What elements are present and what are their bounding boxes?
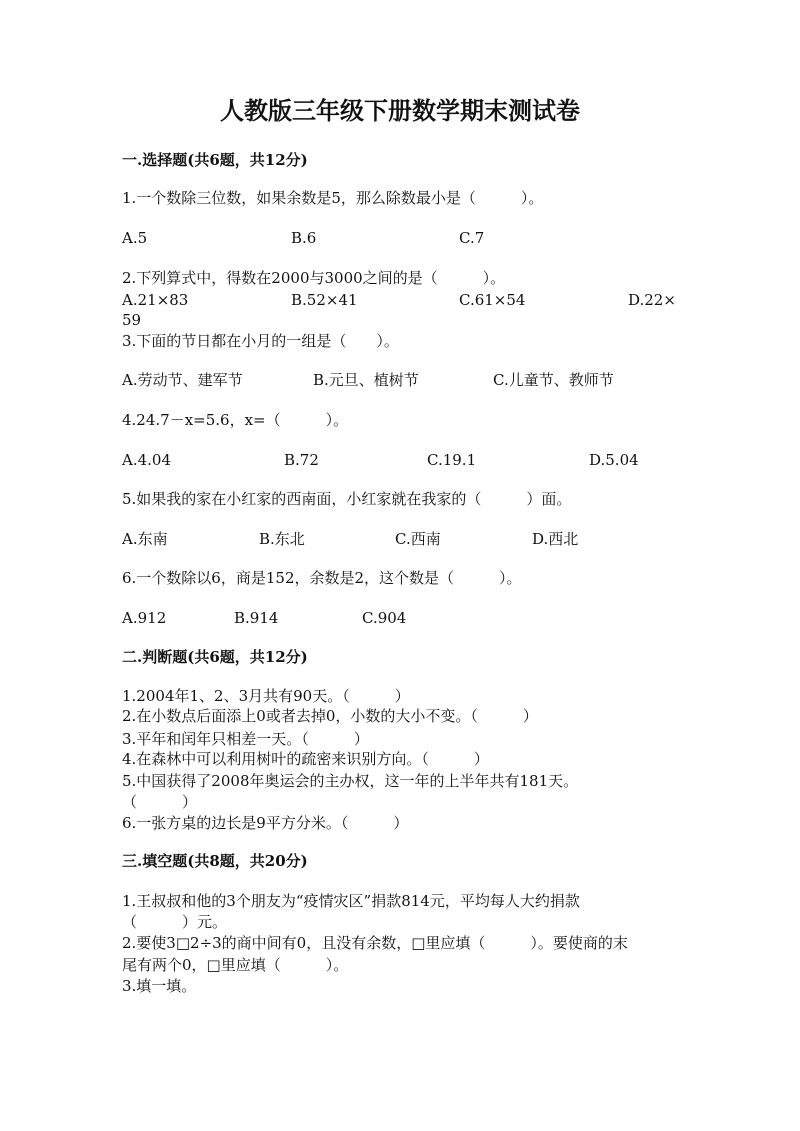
option-d: D.5.04 bbox=[589, 451, 639, 469]
section-heading-choice: 一.选择题(共6题，共12分) bbox=[122, 151, 308, 169]
judge-item-5-wrap: （ ） bbox=[122, 793, 198, 811]
judge-item-3: 3.平年和闰年只相差一天。（ ） bbox=[122, 730, 369, 748]
page-title: 人教版三年级下册数学期末测试卷 bbox=[220, 96, 580, 125]
judge-item-4: 4.在森林中可以利用树叶的疏密来识别方向。（ ） bbox=[122, 750, 489, 768]
option-b: B.6 bbox=[291, 229, 317, 247]
option-a: A.21×83 bbox=[122, 291, 189, 309]
section-heading-judge: 二.判断题(共6题，共12分) bbox=[122, 648, 308, 666]
judge-item-2: 2.在小数点后面添上0或者去掉0，小数的大小不变。（ ） bbox=[122, 707, 538, 725]
question-3: 3.下面的节日都在小月的一组是（ ）。 bbox=[122, 332, 399, 350]
fill-item-2: 2.要使3□2÷3的商中间有0，且没有余数，□里应填（ ）。要使商的末 bbox=[122, 934, 628, 952]
question-1: 1.一个数除三位数，如果余数是5，那么除数最小是（ ）。 bbox=[122, 189, 544, 207]
option-c: C.西南 bbox=[395, 530, 441, 548]
option-b: B.914 bbox=[234, 609, 279, 627]
question-4: 4.24.7－x=5.6，x=（ ）。 bbox=[122, 411, 349, 429]
option-d: D.西北 bbox=[532, 530, 579, 548]
option-b: B.东北 bbox=[259, 530, 305, 548]
option-c: C.61×54 bbox=[459, 291, 526, 309]
option-b: B.元旦、植树节 bbox=[313, 371, 419, 389]
section-heading-fill: 三.填空题(共8题，共20分) bbox=[122, 852, 308, 870]
judge-item-5: 5.中国获得了2008年奥运会的主办权，这一年的上半年共有181天。 bbox=[122, 772, 579, 790]
fill-item-3: 3.填一填。 bbox=[122, 977, 197, 995]
option-c: C.儿童节、教师节 bbox=[493, 371, 614, 389]
option-a: A.劳动节、建军节 bbox=[122, 371, 243, 389]
option-c: C.19.1 bbox=[427, 451, 477, 469]
fill-item-1: 1.王叔叔和他的3个朋友为“疫情灾区”捐款814元，平均每人大约捐款 bbox=[122, 892, 580, 910]
option-a: A.东南 bbox=[122, 530, 168, 548]
question-6: 6.一个数除以6，商是152，余数是2，这个数是（ ）。 bbox=[122, 569, 522, 587]
option-c: C.7 bbox=[459, 229, 485, 247]
fill-item-1-wrap: （ ）元。 bbox=[122, 913, 228, 931]
option-c: C.904 bbox=[362, 609, 407, 627]
option-b: B.52×41 bbox=[291, 291, 358, 309]
option-b: B.72 bbox=[284, 451, 319, 469]
judge-item-6: 6.一张方桌的边长是9平方分米。（ ） bbox=[122, 814, 409, 832]
judge-item-1: 1.2004年1、2、3月共有90天。（ ） bbox=[122, 687, 410, 705]
question-5: 5.如果我的家在小红家的西南面，小红家就在我家的（ ）面。 bbox=[122, 490, 572, 508]
fill-item-2-wrap: 尾有两个0，□里应填（ ）。 bbox=[122, 956, 349, 974]
option-d: D.22× bbox=[628, 291, 676, 309]
option-a: A.5 bbox=[122, 229, 148, 247]
option-d-wrap: 59 bbox=[122, 311, 142, 329]
question-2: 2.下列算式中，得数在2000与3000之间的是（ ）。 bbox=[122, 269, 506, 287]
option-a: A.912 bbox=[122, 609, 167, 627]
option-a: A.4.04 bbox=[122, 451, 171, 469]
